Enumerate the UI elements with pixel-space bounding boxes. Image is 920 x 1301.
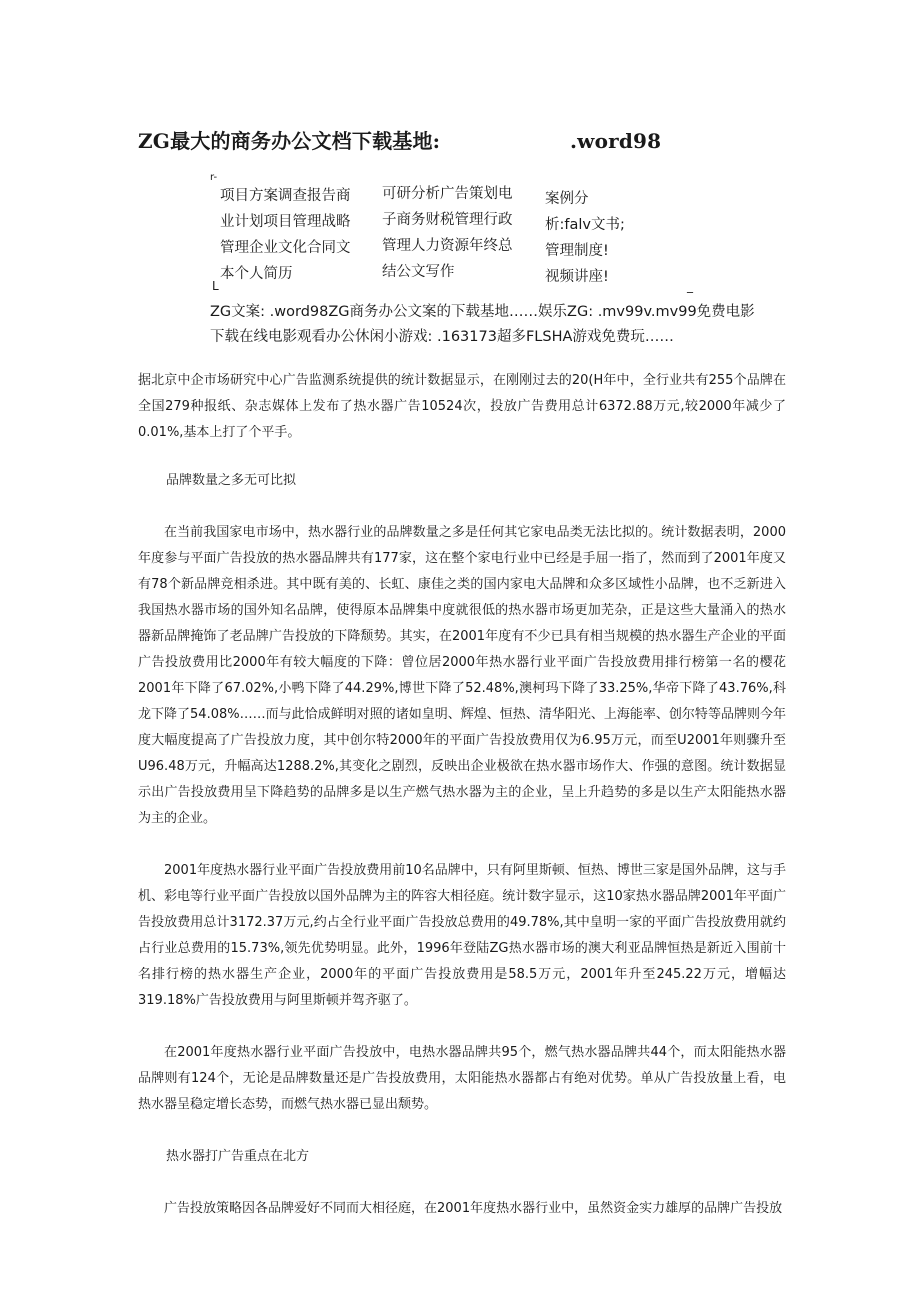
header-title	[138, 126, 698, 156]
category-line: 管理企业文化合同文	[220, 240, 351, 256]
category-line: 可研分析广告策划电	[382, 186, 513, 202]
section-heading-brand-count: 品牌数量之多无可比拟	[166, 473, 297, 488]
article-paragraph: 在当前我国家电市场中，热水器行业的品牌数量之多是任何其它家电品类无法比拟的。统计数据表明，2000年度参与平面广告投放的热水器品牌共有177家，这在整个家电行业中已经是手屈一指了，然而到了2001年度又有78个新品牌竞相杀进。其中既有美的、长虹、康佳之类的国内家电大品牌和众多区域性小品牌，也不乏新进入我国热水器市场的国外知名品牌，使得原本品牌集中度就很低的热水器市场更加芜杂，正是这些大量涌入的热水器新品牌掩饰了老品牌广告投放的下降颓势。其实，在2001年度有不少已具有相当规模的热水器生产企业的平面广告投放费用比2000年有较大幅度的下降：曾位居2000年热水器行业平面广告投放费用排行榜第一名的樱花2001年下降了67.02%,小鸭下降了44.29%,博世下降了52.48%,澳柯玛下降了33.25%,华帝下降了43.76%,科龙下降了54.08%……而与此恰成鲜明对照的诸如皇明、辉煌、恒热、清华阳光、上海能率、创尔特等品牌则今年度大幅度提高了广告投放力度，其中创尔特2000年的平面广告投放费用仅为6.95万元，而至U2001年则骤升至U96.48万元，升幅高达1288.2%,其变化之剧烈，反映出企业极欲在热水器市场作大、作强的意图。统计数据显示出广告投放费用呈下降趋势的品牌多是以生产燃气热水器为主的企业，呈上升趋势的多是以生产太阳能热水器为主的企业。	[138, 525, 786, 826]
corner-mark-top: r-	[210, 172, 218, 183]
category-line: 本个人简历	[220, 266, 293, 282]
category-line: 业计划项目管理战略	[220, 214, 351, 230]
category-line: 案例分	[545, 191, 589, 207]
category-line: 结公文写作	[382, 264, 455, 280]
article-paragraph: 2001年度热水器行业平面广告投放费用前10名品牌中，只有阿里斯顿、恒热、博世三家是国外品牌，这与手机、彩电等行业平面广告投放以国外品牌为主的阵容大相径庭。统计数字显示，这10家热水器品牌2001年平面广告投放费用总计3172.37万元,约占全行业平面广告投放总费用的49.78%,其中皇明一家的平面广告投放费用就约占行业总费用的15.73%,领先优势明显。此外，1996年登陆ZG热水器市场的澳大利亚品牌恒热是新近入围前十名排行榜的热水器生产企业，2000年的平面广告投放费用是58.5万元，2001年升至245.22万元，增幅达319.18%广告投放费用与阿里斯顿并驾齐驱了。	[138, 863, 786, 1008]
header-site-link[interactable]: .word98	[570, 129, 662, 153]
category-line: 析:falv文书;	[545, 217, 625, 233]
category-column-3	[545, 186, 625, 290]
category-column-1	[220, 183, 351, 287]
category-line: 管理人力资源年终总	[382, 238, 513, 254]
article-paragraph: 广告投放策略因各品牌爱好不同而大相径庭，在2001年度热水器行业中，虽然资金实力雄厚的品牌广告投放	[164, 1201, 783, 1216]
category-column-2	[382, 181, 513, 285]
corner-mark-bottom-right: _	[687, 279, 693, 293]
category-line: 项目方案调查报告商	[220, 188, 351, 204]
article-paragraph: 在2001年度热水器行业平面广告投放中，电热水器品牌共95个，燃气热水器品牌共44个，而太阳能热水器品牌则有124个，无论是品牌数量还是广告投放费用，太阳能热水器都占有绝对优势。单从广告投放量上看，电热水器呈稳定增长态势，而燃气热水器已显出颓势。	[138, 1045, 786, 1112]
category-line: 视频讲座!	[545, 269, 609, 285]
section-heading-north-focus: 热水器打广告重点在北方	[166, 1149, 310, 1164]
promo-line-1: ZG文案: .word98ZG商务办公文案的下载基地……娱乐ZG: .mv99v.mv99免费电影	[210, 304, 755, 320]
article-body	[138, 368, 786, 1222]
header-title-text: ZG最大的商务办公文档下载基地:	[138, 129, 441, 153]
promo-block	[210, 300, 790, 350]
corner-mark-bottom-left: L	[212, 279, 219, 293]
category-line: 管理制度!	[545, 243, 609, 259]
promo-line-2: 下载在线电影观看办公休闲小游戏: .163173超多FLSHA游戏免费玩……	[210, 329, 674, 345]
article-intro: 据北京中企市场研究中心广告监测系统提供的统计数据显示，在刚刚过去的20(H年中，全行业共有255个品牌在全国279种报纸、杂志媒体上发布了热水器广告10524次，投放广告费用总计6372.88万元,较2000年减少了0.01%,基本上打了个平手。	[138, 373, 786, 440]
category-line: 子商务财税管理行政	[382, 212, 513, 228]
